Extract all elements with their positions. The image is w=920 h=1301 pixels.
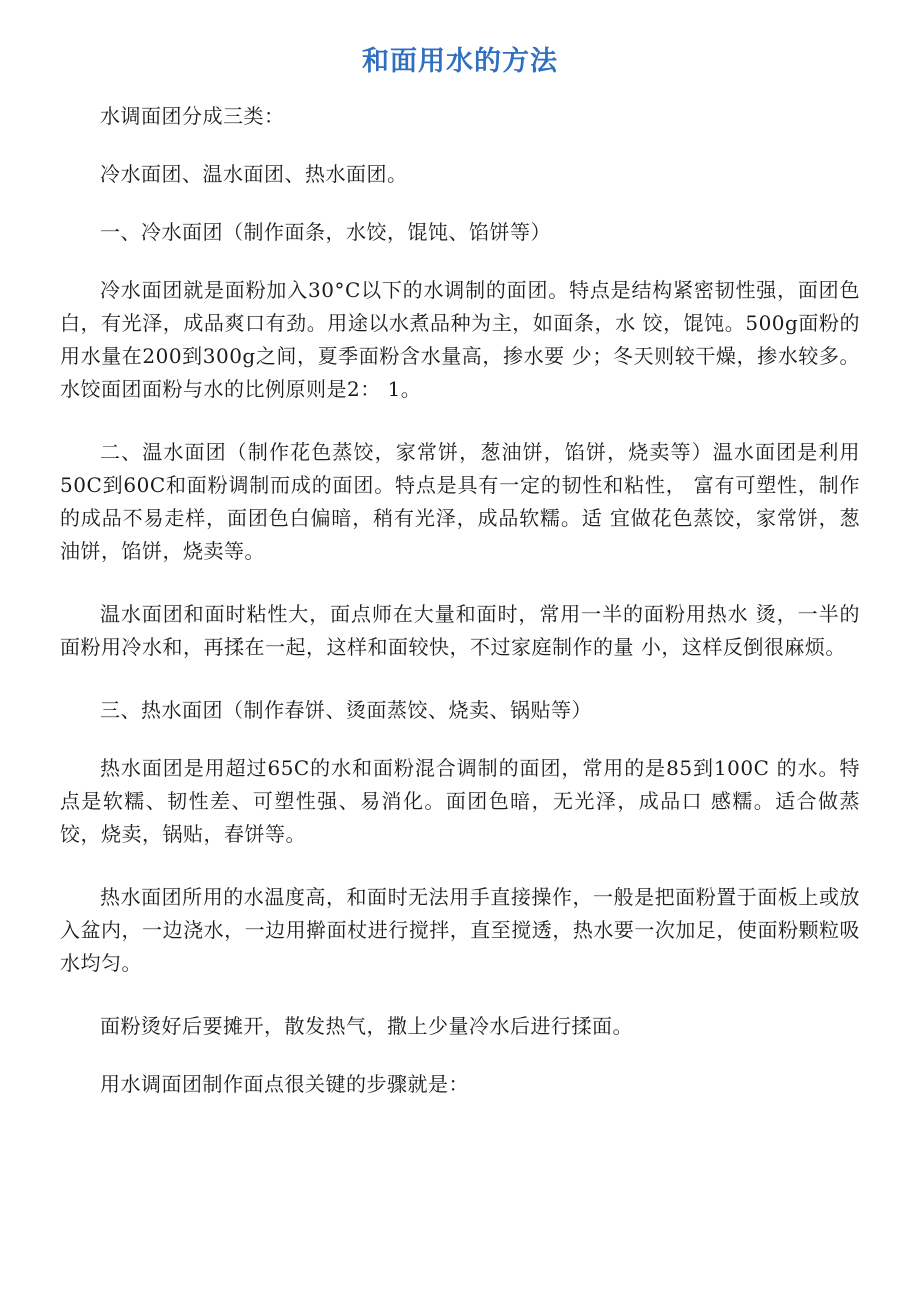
paragraph-key-step: 用水调面团制作面点很关键的步骤就是： xyxy=(100,1072,469,1096)
heading-hot-water-dough: 三、热水面团（制作春饼、烫面蒸饺、烧卖、锅贴等） xyxy=(100,698,592,722)
paragraph-intro: 水调面团分成三类： xyxy=(100,104,285,128)
paragraph-hot-water-dough: 热水面团是用超过65C的水和面粉混合调制的面团，常用的是85到100C 的水。特点是软糯、韧性差、可塑性强、易消化。面团色暗，无光泽，成品口 感糯。适合做蒸饺，烧卖，锅贴，春饼等。 xyxy=(60,756,860,846)
paragraph-kneading: 面粉烫好后要摊开，散发热气，撒上少量冷水后进行揉面。 xyxy=(100,1014,633,1038)
heading-cold-water-dough: 一、冷水面团（制作面条，水饺，馄饨、馅饼等） xyxy=(100,220,551,244)
paragraph-types: 冷水面团、温水面团、热水面团。 xyxy=(100,162,408,186)
paragraph-hot-water-method: 热水面团所用的水温度高，和面时无法用手直接操作，一般是把面粉置于面板上或放入盆内，一边浇水，一边用擀面杖进行搅拌，直至搅透，热水要一次加足，使面粉颗粒吸水均匀。 xyxy=(60,885,860,975)
paragraph-warm-water-dough: 二、温水面团（制作花色蒸饺，家常饼，葱油饼，馅饼，烧卖等）温水面团是利用50C到60C和面粉调制而成的面团。特点是具有一定的韧性和粘性， 富有可塑性，制作的成品不易走样，面团色白偏暗，稍有光泽，成品软糯。适 宜做花色蒸饺，家常饼，葱油饼，馅饼，烧卖等。 xyxy=(60,440,860,563)
document-title: 和面用水的方法 xyxy=(362,46,558,77)
paragraph-cold-water-dough: 冷水面团就是面粉加入30°C以下的水调制的面团。特点是结构紧密韧性强，面团色白，有光泽，成品爽口有劲。用途以水煮品种为主，如面条，水 饺，馄饨。500g面粉的用水量在200到300g之间，夏季面粉含水量高，掺水要 少；冬天则较干燥，掺水较多。水饺面团面粉与水的比例原则是2： 1。 xyxy=(60,278,860,401)
paragraph-warm-water-mixing: 温水面团和面时粘性大，面点师在大量和面时，常用一半的面粉用热水 烫，一半的面粉用冷水和，再揉在一起，这样和面较快，不过家庭制作的量 小，这样反倒很麻烦。 xyxy=(60,602,860,659)
